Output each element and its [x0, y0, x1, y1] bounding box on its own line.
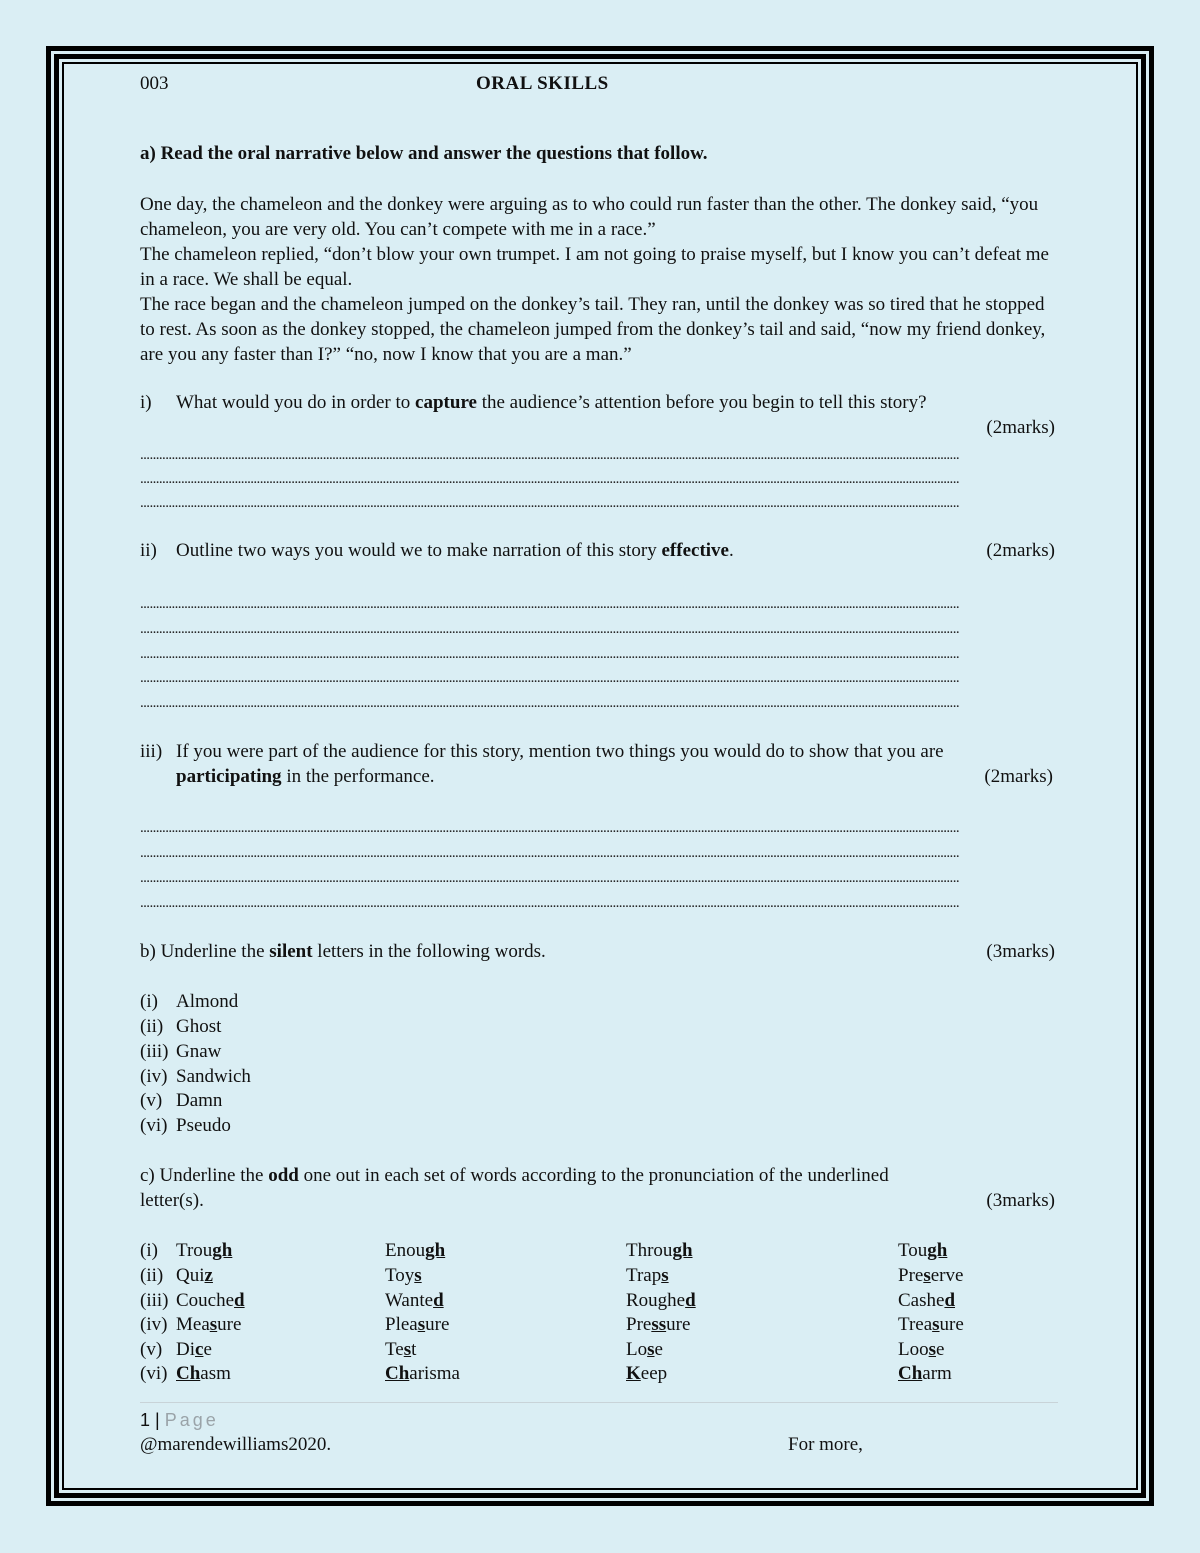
- question-1-number: i): [140, 392, 152, 413]
- section-b-marks: (3marks): [986, 941, 1055, 962]
- narrative-paragraph-2: The chameleon replied, “don’t blow your own trumpet. I am not going to praise myself, but I know you can’t defeat me in a race. We shall be equal.: [140, 244, 1049, 290]
- answer-line[interactable]: ....................................................................................................................................................................................................................................................................: [140, 870, 960, 886]
- question-3-text-line2: participating in the performance.: [176, 766, 435, 787]
- answer-line[interactable]: ....................................................................................................................................................................................................................................................................: [140, 596, 960, 612]
- question-2-number: ii): [140, 540, 157, 561]
- narrative-paragraph-3: The race began and the chameleon jumped on the donkey’s tail. They ran, until the donkey was so tired that he stopped to rest. As soon as the donkey stopped, the chameleon jumped from the donkey’s tail and said, “now my friend donkey, are you any faster than I?” “no, now I know that you are a man.”: [140, 294, 1046, 365]
- word-option[interactable]: Test: [385, 1339, 417, 1360]
- underlined-letters: s: [928, 1339, 937, 1360]
- list-item[interactable]: (iv) Sandwich: [140, 1066, 251, 1087]
- list-item[interactable]: (v) Damn: [140, 1090, 223, 1111]
- underlined-letters: d: [685, 1290, 696, 1311]
- word-option[interactable]: Enough: [385, 1240, 446, 1261]
- author-handle: @marendewilliams2020.: [140, 1434, 332, 1455]
- word-option[interactable]: (iv) Measure: [140, 1314, 242, 1335]
- answer-line[interactable]: ....................................................................................................................................................................................................................................................................: [140, 646, 960, 662]
- underlined-letters: d: [944, 1290, 956, 1311]
- question-3-marks: (2marks): [984, 766, 1053, 787]
- underlined-letters: Ch: [898, 1363, 923, 1384]
- word-option[interactable]: (vi) Chasm: [140, 1363, 231, 1384]
- page-title: ORAL SKILLS: [476, 73, 609, 94]
- underlined-letters: s: [932, 1314, 940, 1335]
- underlined-letters: Ch: [176, 1363, 201, 1384]
- answer-line[interactable]: ....................................................................................................................................................................................................................................................................: [140, 845, 960, 861]
- word-option[interactable]: Roughed: [626, 1290, 696, 1311]
- narrative-paragraph-1: One day, the chameleon and the donkey were arguing as to who could run faster than the other. The donkey said, “you chameleon, you are very old. You can’t compete with me in a race.”: [140, 194, 1039, 240]
- underlined-letters: s: [661, 1265, 669, 1286]
- answer-line[interactable]: ....................................................................................................................................................................................................................................................................: [140, 820, 960, 836]
- underlined-letters: Ch: [385, 1363, 410, 1384]
- underlined-letters: gh: [927, 1240, 948, 1261]
- underlined-letters: c: [195, 1339, 204, 1360]
- answer-line[interactable]: ....................................................................................................................................................................................................................................................................: [140, 895, 960, 911]
- word-option[interactable]: Preserve: [898, 1265, 964, 1286]
- section-b-instruction: b) Underline the silent letters in the following words.: [140, 941, 546, 962]
- question-3-text-line1: If you were part of the audience for this story, mention two things you would do to show that you are: [176, 741, 944, 762]
- underlined-letters: s: [403, 1339, 412, 1360]
- answer-line[interactable]: ....................................................................................................................................................................................................................................................................: [140, 471, 960, 487]
- word-option[interactable]: Wanted: [385, 1290, 444, 1311]
- question-2-marks: (2marks): [986, 540, 1055, 561]
- word-option[interactable]: (ii) Quiz: [140, 1265, 213, 1286]
- answer-line[interactable]: ....................................................................................................................................................................................................................................................................: [140, 670, 960, 686]
- word-option[interactable]: Treasure: [898, 1314, 964, 1335]
- page-number: 1 | Page: [140, 1410, 219, 1430]
- word-option[interactable]: Loose: [898, 1339, 945, 1360]
- underlined-letters: z: [204, 1265, 213, 1286]
- question-2-text: Outline two ways you would we to make narration of this story effective.: [176, 540, 734, 561]
- word-option[interactable]: Pressure: [626, 1314, 691, 1335]
- list-item[interactable]: (ii) Ghost: [140, 1016, 222, 1037]
- list-item[interactable]: (i) Almond: [140, 991, 239, 1012]
- answer-line[interactable]: ....................................................................................................................................................................................................................................................................: [140, 495, 960, 511]
- question-3-number: iii): [140, 741, 163, 762]
- section-a-heading: a) Read the oral narrative below and answer the questions that follow.: [140, 143, 708, 164]
- footer-divider: [140, 1402, 1058, 1403]
- list-item[interactable]: (vi) Pseudo: [140, 1115, 231, 1136]
- answer-line[interactable]: ....................................................................................................................................................................................................................................................................: [140, 695, 960, 711]
- word-option[interactable]: Tough: [898, 1240, 948, 1261]
- underlined-letters: gh: [672, 1240, 693, 1261]
- section-c-marks: (3marks): [986, 1190, 1055, 1211]
- underlined-letters: s: [923, 1265, 931, 1286]
- underlined-letters: d: [433, 1290, 444, 1311]
- underlined-letters: ss: [651, 1314, 667, 1335]
- answer-line[interactable]: ....................................................................................................................................................................................................................................................................: [140, 621, 960, 637]
- section-c-instruction: c) Underline the odd one out in each set of words according to the pronunciation of the underlined: [140, 1165, 889, 1186]
- footer-more-text: For more,: [788, 1434, 863, 1455]
- underlined-letters: d: [234, 1290, 245, 1311]
- word-option[interactable]: Cashed: [898, 1290, 956, 1311]
- underlined-letters: s: [417, 1314, 426, 1335]
- word-option[interactable]: Traps: [626, 1265, 669, 1286]
- word-option[interactable]: Keep: [626, 1363, 668, 1384]
- word-option[interactable]: (iii) Couched: [140, 1290, 245, 1311]
- question-1-marks: (2marks): [986, 417, 1055, 438]
- answer-line[interactable]: ....................................................................................................................................................................................................................................................................: [140, 447, 960, 463]
- word-option[interactable]: Charm: [898, 1363, 952, 1384]
- question-code: 003: [140, 73, 169, 94]
- word-option[interactable]: Charisma: [385, 1363, 460, 1384]
- word-option[interactable]: Lose: [626, 1339, 663, 1360]
- list-item[interactable]: (iii) Gnaw: [140, 1041, 222, 1062]
- question-1-text: What would you do in order to capture the audience’s attention before you begin to tell this story?: [176, 392, 927, 413]
- word-option[interactable]: (i) Trough: [140, 1240, 233, 1261]
- underlined-letters: gh: [212, 1240, 233, 1261]
- word-option[interactable]: Toys: [385, 1265, 422, 1286]
- word-option[interactable]: Pleasure: [385, 1314, 450, 1335]
- word-option[interactable]: (v) Dice: [140, 1339, 212, 1360]
- underlined-letters: s: [209, 1314, 218, 1335]
- underlined-letters: s: [414, 1265, 422, 1286]
- underlined-letters: s: [647, 1339, 655, 1360]
- underlined-letters: gh: [425, 1240, 446, 1261]
- word-option[interactable]: Through: [626, 1240, 693, 1261]
- narrative: [140, 192, 1060, 367]
- section-c-instruction-line2: letter(s).: [140, 1190, 204, 1211]
- underlined-letters: K: [626, 1363, 641, 1384]
